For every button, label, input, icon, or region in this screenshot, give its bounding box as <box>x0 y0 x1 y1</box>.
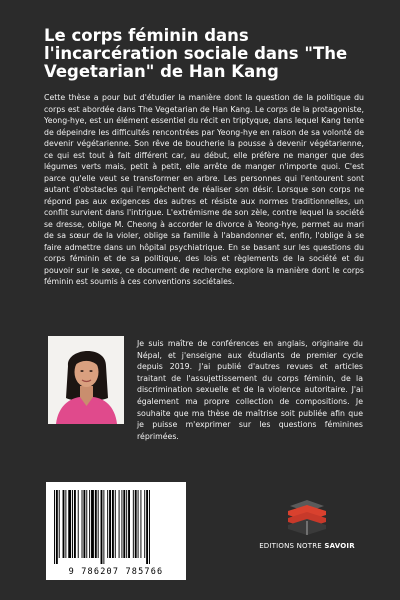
isbn-barcode <box>46 482 186 580</box>
book-abstract: Cette thèse a pour but d'étudier la manière dont la question de la politique du corps est abordée dans The Vegetarian de Han Kang. Le corps de la protagoniste, Yeong-hye, est un élément essentiel du récit en triptyque, dans lequel Kang tente de dépeindre les difficultés rencontrées par Yeong-hye en raison de sa volonté de devenir végétarienne. Son rêve de boucherie la pousse à devenir végétarienne, ce qui est tout à fait différent car, au début, elle préfère ne manger que des légumes verts mais, petit à petit, elle arrête de manger n'importe quoi. C'est parce qu'elle veut se transformer en arbre. Les personnes qui l'entourent sont autant d'obstacles qui l'empêchent de réaliser son désir. Lorsque son corps ne répond pas aux exigences des autres et résiste aux normes traditionnelles, un conflit survient dans l'intrigue. L'extrémisme de son zèle, contre lequel la société se dresse, oblige M. Cheong à accorder le divorce à Yeong-hye, permet au mari de sa sœur de la violer, oblige sa famille à l'abandonner et, enfin, l'oblige à se faire admettre dans un hôpital psychiatrique. En se basant sur les questions du corps féminin et de sa politique, des lois et règlements de la société et du pouvoir sur le sexe, ce document de recherche explore la manière dont le corps féminin est soumis à ces conventions sociétales. <box>44 93 364 286</box>
author-photo <box>48 336 124 424</box>
book-stack-icon <box>252 496 362 540</box>
isbn-digits: 9 786207 785766 <box>68 567 164 577</box>
author-bio: Je suis maître de conférences en anglais, originaire du Népal, et j'enseigne aux étudiants de premier cycle depuis 2019. J'ai publié d'autres revues et articles traitant de l'assujettissement du corps féminin, de la discrimination sexuelle et de la violence autoritaire. J'ai également ma propre collection de compositions. Je souhaite que ma thèse de maîtrise soit publiée afin que je puisse m'exprimer sur les questions féminines réprimées. <box>137 339 363 441</box>
publisher-name-prefix: EDITIONS NOTRE <box>259 542 322 550</box>
author-portrait-image <box>48 336 124 424</box>
publisher-name-suffix: SAVOIR <box>324 542 355 550</box>
publisher-logo <box>252 496 362 556</box>
publisher-name <box>252 542 362 550</box>
barcode-bars <box>46 482 186 566</box>
book-title: Le corps féminin dans l'incarcération sociale dans "The Vegetarian" de Han Kang <box>44 26 348 81</box>
